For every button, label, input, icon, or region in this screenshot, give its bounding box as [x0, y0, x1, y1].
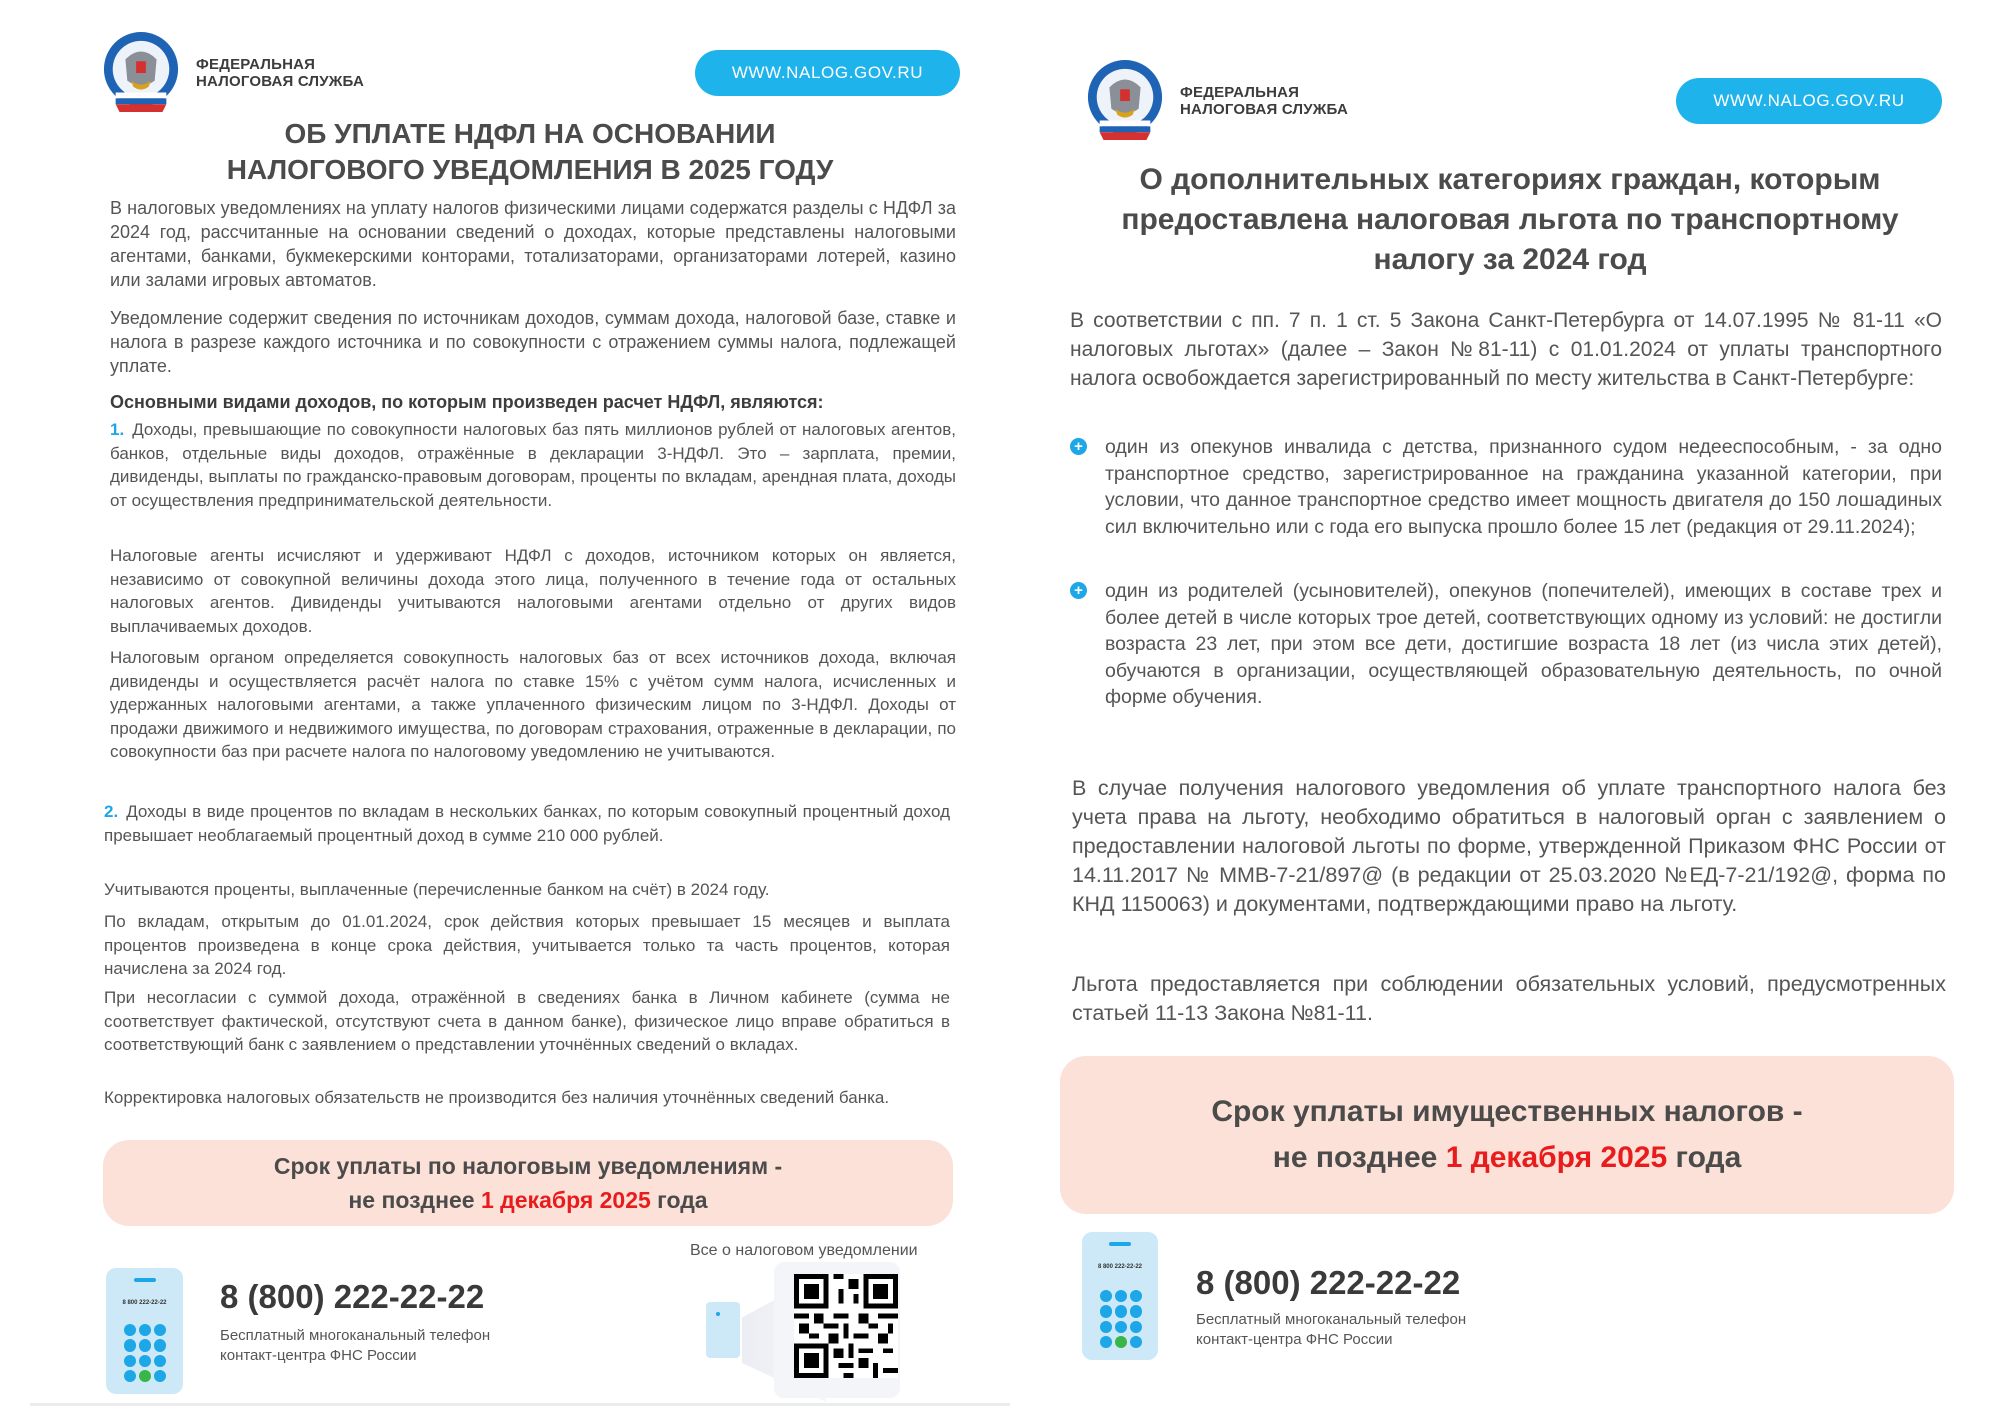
deadline-date: 1 декабря 2025: [1445, 1141, 1668, 1174]
fns-logo: [102, 30, 364, 116]
item-2-correction-paragraph: Корректировка налоговых обязательств не производится без наличия уточнённых сведений банка.: [104, 1088, 890, 1107]
fns-emblem-icon: [1086, 58, 1164, 144]
fns-logo: [1086, 58, 1348, 144]
phone-icon-number: 8 800 222-22-22: [1097, 1264, 1143, 1270]
website-link[interactable]: WWW.NALOG.GOV.RU: [695, 50, 960, 96]
income-types-heading: Основными видами доходов, по которым произведен расчет НДФЛ, являются:: [110, 392, 824, 412]
conditions-paragraph: Льгота предоставляется при соблюдении обязательных условий, предусмотренных статьей 11-13 Закона №81-11.: [1072, 972, 1946, 1025]
phone-icon-number: 8 800 222-22-22: [122, 1300, 167, 1306]
title-line-3: налогу за 2024 год: [1373, 243, 1647, 276]
qr-code-block[interactable]: [706, 1262, 916, 1402]
item-2-disagreement-paragraph: При несогласии с суммой дохода, отражённой в сведениях банка в Личном кабинете (сумма не соответствует фактической, отсутствуют счета в данном банке), физическое лицо вправе обратиться в соответствующий банк с заявлением о представлении уточнённых сведений о вкладах.: [104, 988, 950, 1054]
item-1-number: 1.: [110, 420, 125, 439]
logo-line-2: НАЛОГОВАЯ СЛУЖБА: [196, 73, 364, 90]
title-line-1: ОБ УПЛАТЕ НДФЛ НА ОСНОВАНИИ: [284, 118, 776, 149]
benefit-category-2: + один из родителей (усыновителей), опекунов (попечителей), имеющих в составе трех и более детей в числе которых трое детей, соответствующих одному из условий: не достигли возраста 23 лет, при этом все дети, достигшие возраста 18 лет (из числа этих детей), обучаются в организации, осуществляющей образовательную деятельность, по очной форме обучения.: [1070, 578, 1942, 742]
item-2-interest-paragraph: Учитываются проценты, выплаченные (перечисленные банком на счёт) в 2024 году.: [104, 880, 770, 899]
phone-scan-icon: [706, 1302, 740, 1358]
deadline-line-2: не позднее 1 декабря 2025 года: [1272, 1141, 1742, 1174]
claim-procedure-paragraph: В случае получения налогового уведомления об уплате транспортного налога без учета права на льготу, необходимо обратиться в налоговый орган с заявлением о предоставлении налоговой льготы по форме, утвержденной Приказом ФНС России от 14.11.2017 № ММВ-7-21/897@ (в редакции от 25.03.2020 №ЕД-7-21/192@, форма по КНД 1150063) и документами, подтверждающими право на льготу.: [1072, 776, 1946, 916]
intro-paragraph: В налоговых уведомлениях на уплату налогов физическими лицами содержатся разделы с НДФЛ за 2024 год, рассчитанные на основании сведений о доходах, которые представлены налоговыми агентами, банками, букмекерскими конторами, тотализаторами, организаторами лотерей, казино или залами игровых автоматов.: [110, 198, 956, 290]
qr-caption: Все о налоговом уведомлении: [690, 1242, 918, 1259]
payment-deadline-banner: [103, 1140, 953, 1226]
item-1-text: Доходы, превышающие по совокупности налоговых баз пять миллионов рублей от налоговых агентов, банков, отдельные виды доходов, отражённые в декларации 3-НДФЛ. Это – зарплата, премии, дивиденды, выплаты по гражданско-правовым договорам, проценты по вкладам, арендная плата, доходы от осуществления предпринимательской деятельности.: [110, 420, 956, 510]
benefit-category-1: + один из опекунов инвалида с детства, признанного судом недееспособным, - за одно транспортное средство, зарегистрированное на гражданина указанной категории, при условии, что данное транспортное средство имеет мощность двигателя до 150 лошадиных сил включительно или с года его выпуска прошло более 15 лет (редакция от 29.11.2024);: [1070, 434, 1942, 572]
deadline-line-1: Срок уплаты по налоговым уведомлениям -: [273, 1153, 783, 1179]
deadline-date: 1 декабря 2025: [480, 1187, 651, 1213]
notice-content-paragraph: Уведомление содержит сведения по источникам доходов, суммам дохода, налоговой базе, ставке и налога в разрезе каждого источника и по совокупности с отражением суммы налога, подлежащей уплате.: [110, 308, 956, 376]
logo-line-1: ФЕДЕРАЛЬНАЯ: [196, 56, 316, 73]
qr-code-icon[interactable]: [794, 1274, 898, 1378]
website-link[interactable]: WWW.NALOG.GOV.RU: [1676, 78, 1942, 124]
fns-emblem-icon: [102, 30, 180, 116]
divider: [30, 1403, 1010, 1406]
item-1-agents-paragraph: Налоговые агенты исчисляют и удерживают НДФЛ с доходов, источником которых он является, независимо от совокупной величины дохода этого лица, полученного в течение года от остальных налоговых агентов. Дивиденды учитываются налоговыми агентами отдельно от других видов выплачиваемых доходов.: [110, 546, 956, 636]
plus-circle-icon: +: [1070, 582, 1087, 599]
item-2-text: Доходы в виде процентов по вкладам в нескольких банках, по которым совокупный процентный доход превышает необлагаемый процентный доход в сумме 210 000 рублей.: [104, 802, 950, 845]
page-title: [1070, 160, 1950, 280]
payment-deadline-banner: [1060, 1056, 1954, 1214]
page-title: [100, 116, 960, 188]
item-2-number: 2.: [104, 802, 119, 821]
hotline-phone-link[interactable]: 8 (800) 222-22-22: [220, 1278, 485, 1315]
title-line-1: О дополнительных категориях граждан, которым: [1139, 163, 1881, 196]
item-1-tax-authority-paragraph: Налоговым органом определяется совокупность налоговых баз от всех источников дохода, включая дивиденды и осуществляется расчёт налога по ставке 15% с учётом сумм налога, исчисленных и удержанных налоговыми агентами, а также уплаченного физическим лицом по 3-НДФЛ. Доходы от продажи движимого и недвижимого имущества, по договорам страхования, отраженные в декларации, по совокупности баз при расчете налога по налоговому уведомлению не учитываются.: [110, 648, 956, 761]
item-1: [110, 418, 956, 512]
leaflet-transport-tax: [1040, 0, 2000, 1414]
phone-icon: [106, 1268, 183, 1394]
logo-line-1: ФЕДЕРАЛЬНАЯ: [1180, 84, 1300, 101]
plus-circle-icon: +: [1070, 438, 1087, 455]
title-line-2: предоставлена налоговая льгота по транспортному: [1121, 203, 1899, 236]
deadline-line-2: не позднее 1 декабря 2025 года: [348, 1187, 708, 1213]
logo-line-2: НАЛОГОВАЯ СЛУЖБА: [1180, 101, 1348, 118]
phone-icon: [1082, 1232, 1158, 1360]
hotline-description: Бесплатный многоканальный телефон контакт-центра ФНС России: [220, 1327, 491, 1364]
law-intro-paragraph: В соответствии с пп. 7 п. 1 ст. 5 Закона Санкт-Петербурга от 14.07.1995 № 81-11 «О налоговых льготах» (далее – Закон №81-11) с 01.01.2024 от уплаты транспортного налога освобождается зарегистрированный по месту жительства в Санкт-Петербурге:: [1070, 309, 1942, 390]
title-line-2: НАЛОГОВОГО УВЕДОМЛЕНИЯ В 2025 ГОДУ: [226, 154, 834, 185]
item-2-deposits-paragraph: По вкладам, открытым до 01.01.2024, срок действия которых превышает 15 месяцев и выплата процентов произведена в конце срока действия, учитывается только та часть процентов, которая начислена за 2024 год.: [104, 912, 950, 978]
deadline-line-1: Срок уплаты имущественных налогов -: [1211, 1095, 1803, 1128]
hotline-description: Бесплатный многоканальный телефон контакт-центра ФНС России: [1196, 1311, 1467, 1348]
item-2: [104, 800, 950, 847]
hotline-phone-link[interactable]: 8 (800) 222-22-22: [1196, 1264, 1461, 1301]
